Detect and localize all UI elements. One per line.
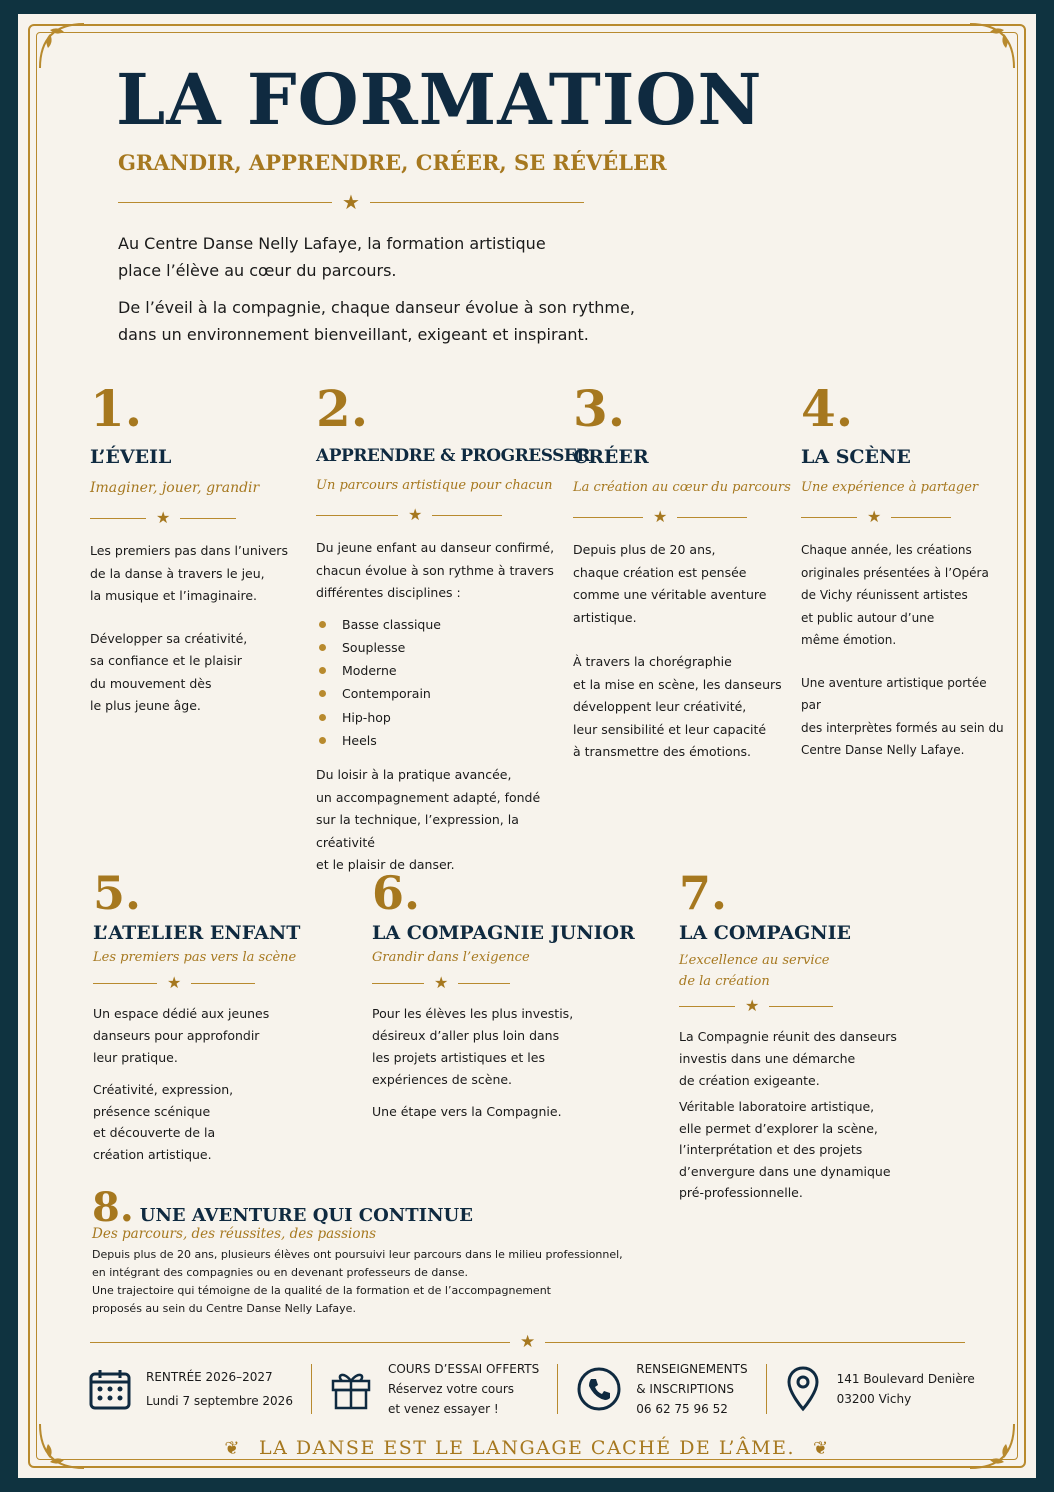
rentree-title: RENTRÉE 2026–2027	[146, 1370, 273, 1384]
corner-ornament-icon	[34, 18, 90, 74]
address-line: 03200 Vichy	[836, 1392, 912, 1406]
body-line: Du jeune enfant au danseur confirmé,	[316, 540, 555, 555]
body-line: artistique.	[573, 609, 637, 625]
section-body	[316, 537, 566, 877]
body-line: à transmettre des émotions.	[573, 744, 752, 759]
body-line: Depuis plus de 20 ans, plusieurs élèves ont poursuivi leur parcours dans le milieu professionnel,	[92, 1248, 623, 1261]
section-compagnie-junior	[372, 866, 635, 1124]
body-line: le plus jeune âge.	[90, 698, 201, 713]
intro-line: Au Centre Danse Nelly Lafaye, la formation artistique	[118, 234, 546, 253]
section-title: LA COMPAGNIE	[679, 922, 852, 944]
list-item: Contemporain	[316, 682, 566, 705]
laurel-icon: ❦	[224, 1438, 241, 1459]
section-divider	[372, 975, 632, 991]
body-line: de création exigeante.	[679, 1073, 820, 1088]
address-info	[785, 1358, 975, 1420]
section-subtitle: Une expérience à partager	[801, 480, 979, 495]
star-icon: ★	[342, 190, 360, 214]
section-scene	[801, 379, 1006, 762]
body-line: Développer sa créativité,	[90, 630, 248, 646]
section-atelier-enfant	[93, 866, 323, 1165]
section-body	[92, 1246, 692, 1318]
map-pin-icon	[785, 1365, 821, 1413]
footer-info-bar	[88, 1358, 978, 1420]
rentree-date: Lundi 7 septembre 2026	[146, 1394, 293, 1408]
section-subtitle: La création au cœur du parcours	[573, 480, 791, 495]
body-line: création artistique.	[93, 1146, 212, 1162]
body-line: la musique et l’imaginaire.	[90, 588, 258, 603]
body-line: d’envergure dans une dynamique	[679, 1163, 891, 1179]
section-number: 8.	[92, 1184, 134, 1231]
body-line: développent leur créativité,	[573, 699, 747, 714]
section-body	[573, 539, 793, 764]
essai-line: et venez essayer !	[387, 1402, 499, 1416]
body-line: sur la technique, l’expression, la créativité	[316, 812, 519, 850]
section-body	[679, 1026, 909, 1204]
body-line: désireux d’aller plus loin dans	[372, 1028, 560, 1043]
section-apprendre	[316, 379, 590, 877]
body-line: investis dans une démarche	[679, 1051, 856, 1066]
section-subtitle: Imaginer, jouer, grandir	[90, 480, 260, 496]
closing-quote	[0, 1437, 1054, 1459]
body-line: La Compagnie réunit des danseurs	[679, 1029, 897, 1044]
list-item: Moderne	[316, 659, 566, 682]
body-line: chacun évolue à son rythme à travers	[316, 562, 554, 578]
body-line: Centre Danse Nelly Lafaye.	[801, 743, 965, 757]
body-line: Véritable laboratoire artistique,	[679, 1099, 875, 1114]
body-line: proposés au sein du Centre Danse Nelly Lafaye.	[92, 1302, 356, 1315]
footer-separator	[766, 1364, 767, 1414]
list-item: Basse classique	[316, 613, 566, 636]
section-creer	[573, 379, 793, 764]
section-divider	[573, 509, 793, 525]
corner-ornament-icon	[964, 18, 1020, 74]
body-line: et public autour d’une	[801, 610, 935, 625]
section-number: 6.	[372, 866, 421, 920]
phone-icon	[576, 1366, 622, 1412]
essai-line: Réservez votre cours	[387, 1382, 515, 1396]
quote-text: LA DANSE EST LE LANGAGE CACHÉ DE L’ÂME.	[258, 1437, 796, 1459]
page-title: LA FORMATION	[116, 58, 763, 141]
star-icon: ★	[408, 505, 423, 524]
section-title: UNE AVENTURE QUI CONTINUE	[139, 1205, 473, 1226]
body-line: des interprètes formés au sein du	[801, 720, 1004, 735]
body-line: danseurs pour approfondir	[93, 1028, 260, 1043]
star-icon: ★	[653, 507, 668, 526]
intro-line: place l’élève au cœur du parcours.	[118, 261, 397, 280]
star-icon: ★	[167, 973, 182, 992]
section-compagnie	[679, 866, 909, 1204]
body-line: et découverte de la	[93, 1125, 216, 1140]
body-line: Une étape vers la Compagnie.	[372, 1104, 562, 1119]
section-subtitle: Grandir dans l’exigence	[372, 950, 530, 965]
section-body	[93, 1003, 323, 1165]
essai-info	[330, 1358, 539, 1420]
list-item: Heels	[316, 729, 566, 752]
body-line: Créativité, expression,	[93, 1082, 234, 1097]
body-line: un accompagnement adapté, fondé	[316, 789, 541, 805]
section-number: 3.	[573, 379, 626, 438]
body-line: l’interprétation et des projets	[679, 1142, 863, 1158]
essai-title: COURS D’ESSAI OFFERTS	[387, 1362, 540, 1376]
section-divider	[679, 998, 909, 1014]
body-line: chaque création est pensée	[573, 564, 747, 580]
section-title: LA COMPAGNIE JUNIOR	[372, 922, 635, 944]
body-line: Chaque année, les créations	[801, 543, 972, 557]
rentree-info	[88, 1358, 293, 1420]
footer-separator	[557, 1364, 558, 1414]
footer-divider	[90, 1334, 965, 1351]
address-line: 141 Boulevard Denière	[836, 1372, 975, 1386]
section-subtitle: Les premiers pas vers la scène	[93, 950, 297, 965]
header-divider	[118, 192, 584, 212]
body-line: leur pratique.	[93, 1050, 178, 1065]
body-line: même émotion.	[801, 633, 897, 647]
section-title: APPRENDRE & PROGRESSER	[316, 446, 590, 466]
intro-line: De l’éveil à la compagnie, chaque danseur évolue à son rythme,	[118, 298, 635, 317]
section-divider	[93, 975, 323, 991]
section-number: 5.	[93, 866, 142, 920]
section-divider	[316, 507, 566, 523]
star-icon: ★	[156, 508, 171, 527]
star-icon: ★	[745, 996, 760, 1015]
section-number: 1.	[90, 379, 143, 438]
discipline-list	[316, 613, 566, 753]
section-number: 7.	[679, 866, 728, 920]
star-icon: ★	[434, 973, 449, 992]
section-number: 2.	[316, 379, 369, 438]
body-line: sa confiance et le plaisir	[90, 653, 242, 668]
contact-info	[576, 1358, 747, 1420]
section-title: L’ATELIER ENFANT	[93, 922, 301, 944]
body-line: différentes disciplines :	[316, 585, 461, 600]
body-line: Une trajectoire qui témoigne de la qualité de la formation et de l’accompagnement	[92, 1284, 551, 1297]
calendar-icon	[88, 1367, 132, 1411]
section-body	[801, 539, 1006, 762]
intro-text	[118, 230, 678, 348]
body-line: de la danse à travers le jeu,	[90, 565, 265, 581]
section-aventure	[92, 1184, 692, 1318]
body-line: du mouvement dès	[90, 675, 212, 691]
body-line: Les premiers pas dans l’univers	[90, 543, 288, 558]
body-line: et la mise en scène, les danseurs	[573, 676, 782, 692]
section-body	[90, 540, 300, 718]
body-line: Du loisir à la pratique avancée,	[316, 767, 512, 783]
subtitle-line: L’excellence au service	[679, 953, 830, 968]
section-title: LA SCÈNE	[801, 446, 911, 468]
section-divider	[801, 509, 1006, 525]
body-line: et le plaisir de danser.	[316, 857, 455, 873]
body-line: expériences de scène.	[372, 1072, 513, 1087]
phone-number[interactable]: 06 62 75 96 52	[636, 1402, 728, 1416]
body-line: Pour les élèves les plus investis,	[372, 1006, 574, 1021]
body-line: les projets artistiques et les	[372, 1050, 545, 1065]
section-number: 4.	[801, 379, 854, 438]
body-line: de Vichy réunissent artistes	[801, 588, 968, 602]
footer-separator	[311, 1364, 312, 1414]
star-icon: ★	[520, 1332, 536, 1352]
body-line: en intégrant des compagnies ou en devenant professeurs de danse.	[92, 1266, 469, 1279]
body-line: Depuis plus de 20 ans,	[573, 542, 716, 557]
section-subtitle: Un parcours artistique pour chacun	[316, 478, 553, 493]
list-item: Souplesse	[316, 636, 566, 659]
body-line: Un espace dédié aux jeunes	[93, 1006, 270, 1021]
section-body	[372, 1003, 632, 1124]
body-line: originales présentées à l’Opéra	[801, 565, 989, 580]
star-icon: ★	[867, 507, 882, 526]
body-line: présence scénique	[93, 1103, 211, 1119]
intro-line: dans un environnement bienveillant, exigeant et inspirant.	[118, 325, 589, 344]
subtitle-line: de la création	[679, 974, 770, 989]
section-subtitle: Des parcours, des réussites, des passions	[92, 1226, 377, 1242]
body-line: À travers la chorégraphie	[573, 654, 732, 669]
body-line: comme une véritable aventure	[573, 587, 767, 602]
list-item: Hip-hop	[316, 706, 566, 729]
page-subtitle: GRANDIR, APPRENDRE, CRÉER, SE RÉVÉLER	[118, 150, 667, 175]
body-line: Une aventure artistique portée par	[801, 675, 987, 712]
section-eveil	[90, 379, 300, 718]
contact-title: & INSCRIPTIONS	[636, 1382, 734, 1396]
gift-icon	[330, 1367, 372, 1411]
body-line: elle permet d’explorer la scène,	[679, 1120, 878, 1136]
section-title: L’ÉVEIL	[90, 446, 172, 468]
section-subtitle	[679, 950, 909, 992]
laurel-icon: ❦	[813, 1438, 830, 1459]
body-line: pré-professionnelle.	[679, 1185, 803, 1201]
section-divider	[90, 510, 300, 526]
contact-title: RENSEIGNEMENTS	[636, 1362, 748, 1376]
section-title: CRÉER	[573, 446, 649, 468]
body-line: leur sensibilité et leur capacité	[573, 721, 767, 737]
